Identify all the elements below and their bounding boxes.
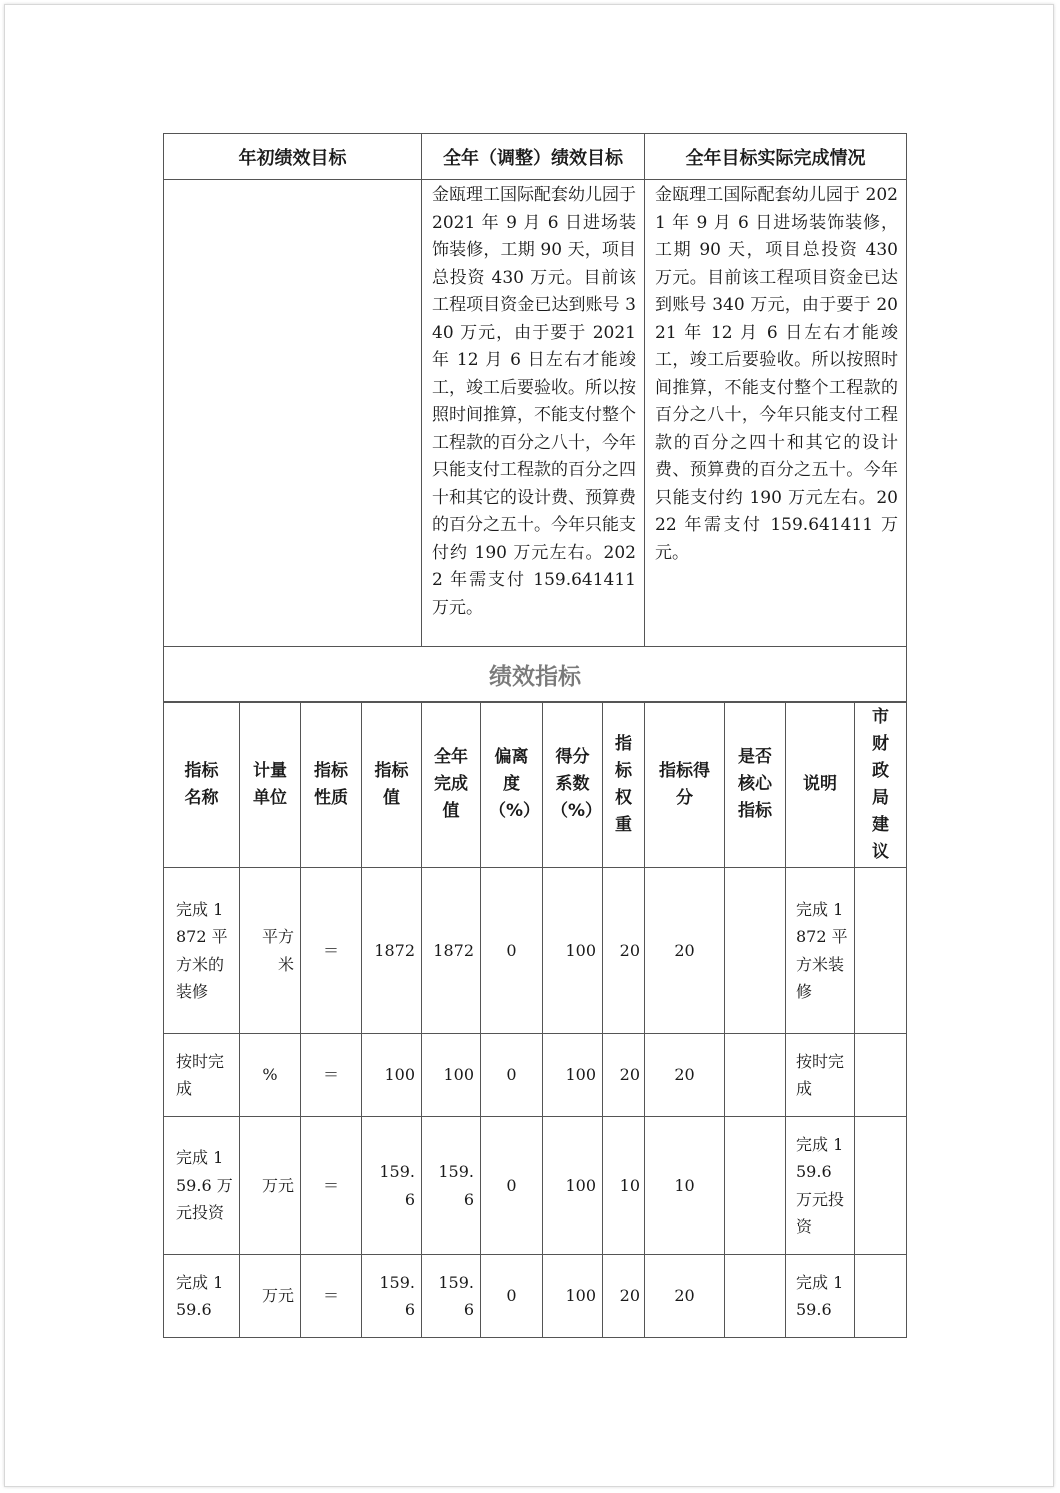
indicator-header-row [164,702,907,868]
section-row [164,647,907,703]
indicator-table [163,701,907,1338]
row-coef: 100 [543,868,603,1034]
row-core [725,1034,786,1117]
row-name: 完成 159.6 [164,1255,240,1338]
th-completed: 全年完成值 [422,702,481,868]
row-unit: 万元 [240,1255,301,1338]
th-coef: 得分系数（%） [543,702,603,868]
row-score: 20 [645,868,725,1034]
row-note: 完成 159.6 万元投资 [786,1117,855,1255]
table-row [164,1117,907,1255]
th-core: 是否核心指标 [725,702,786,868]
goals-content-row [164,180,907,647]
row-core [725,1255,786,1338]
row-advice [855,1117,907,1255]
row-note: 完成 159.6 [786,1255,855,1338]
goals-table [163,133,907,703]
row-score: 10 [645,1117,725,1255]
row-deviation: 0 [481,1255,543,1338]
adjusted-goal-text: 金瓯理工国际配套幼儿园于 2021 年 9 月 6 日进场装饰装修，工期 90 天，项目总投资 430 万元。目前该工程项目资金已达到账号 340 万元，由于要于 2021 年 12 月 6 日左右才能竣工，竣工后要验收。所以按照时间推算，不能支付整个工程款的百分之八十，今年只能支付工程款的百分之四十和其它的设计费、预算费的百分之五十。今年只能支付约 190 万元左右。2022 年需支付 159.641411 万元。 [422,180,645,647]
header-initial-goal: 年初绩效目标 [164,134,422,180]
th-advice: 市财政局建议 [855,702,907,868]
row-completed: 159.6 [422,1255,481,1338]
row-coef: 100 [543,1117,603,1255]
row-core [725,1117,786,1255]
row-core [725,868,786,1034]
header-adjusted-goal: 全年（调整）绩效目标 [422,134,645,180]
th-nature: 指标性质 [301,702,362,868]
row-advice [855,1034,907,1117]
th-note: 说明 [786,702,855,868]
th-weight: 指标权重 [603,702,645,868]
row-completed: 100 [422,1034,481,1117]
row-deviation: 0 [481,868,543,1034]
actual-completion-text: 金瓯理工国际配套幼儿园于 2021 年 9 月 6 日进场装饰装修，工期 90 天，项目总投资 430 万元。目前该工程项目资金已达到账号 340 万元，由于要于 2021 年 12 月 6 日左右才能竣工，竣工后要验收。所以按照时间推算，不能支付整个工程款的百分之八十，今年只能支付工程款的百分之四十和其它的设计费、预算费的百分之五十。今年只能支付约 190 万元左右。2022 年需支付 159.641411 万元。 [645,180,907,647]
row-unit: 平方米 [240,868,301,1034]
table-row [164,868,907,1034]
row-weight: 20 [603,1255,645,1338]
th-value: 指标值 [362,702,422,868]
row-coef: 100 [543,1255,603,1338]
row-name: 按时完成 [164,1034,240,1117]
row-value: 159.6 [362,1117,422,1255]
row-weight: 20 [603,868,645,1034]
row-weight: 10 [603,1117,645,1255]
row-completed: 159.6 [422,1117,481,1255]
row-completed: 1872 [422,868,481,1034]
row-coef: 100 [543,1034,603,1117]
row-nature: ＝ [301,1117,362,1255]
initial-goal-text [164,180,422,647]
row-value: 100 [362,1034,422,1117]
table-row [164,1034,907,1117]
row-value: 1872 [362,868,422,1034]
row-name: 完成 1872 平方米的装修 [164,868,240,1034]
row-deviation: 0 [481,1117,543,1255]
row-value: 159.6 [362,1255,422,1338]
th-score: 指标得分 [645,702,725,868]
row-note: 按时完成 [786,1034,855,1117]
row-advice [855,1255,907,1338]
table-row [164,1255,907,1338]
header-actual-completion: 全年目标实际完成情况 [645,134,907,180]
section-title: 绩效指标 [164,647,907,703]
row-nature: ＝ [301,1034,362,1117]
th-unit: 计量单位 [240,702,301,868]
th-deviation: 偏离度（%） [481,702,543,868]
row-unit: 万元 [240,1117,301,1255]
row-name: 完成 159.6 万元投资 [164,1117,240,1255]
row-nature: ＝ [301,1255,362,1338]
row-deviation: 0 [481,1034,543,1117]
row-nature: ＝ [301,868,362,1034]
row-score: 20 [645,1255,725,1338]
row-advice [855,868,907,1034]
row-unit: % [240,1034,301,1117]
row-score: 20 [645,1034,725,1117]
th-name: 指标名称 [164,702,240,868]
row-weight: 20 [603,1034,645,1117]
goals-header-row [164,134,907,180]
row-note: 完成 1872 平方米装修 [786,868,855,1034]
